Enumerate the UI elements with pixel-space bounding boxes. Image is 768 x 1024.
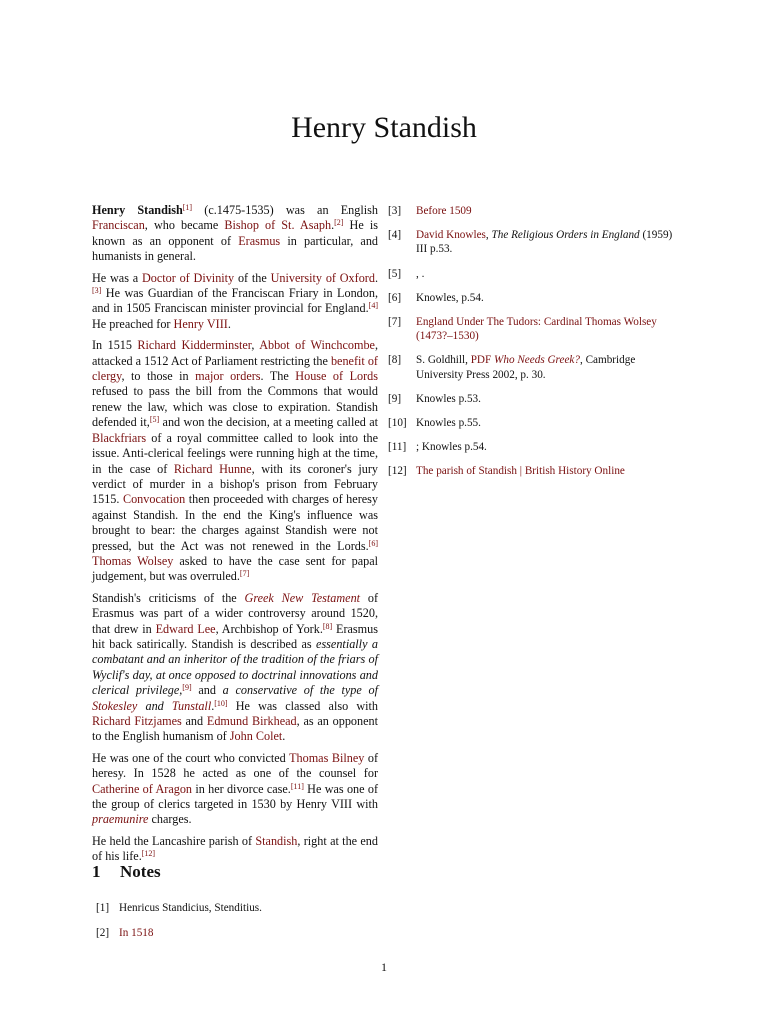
reference-item (388, 464, 678, 478)
link-erasmus[interactable]: Erasmus (238, 233, 281, 248)
link-convocation[interactable]: Convocation (122, 492, 186, 507)
paragraph-bilney: He was one of the court who convicted Thomas Bilney of heresy. In 1528 he acted as one of the counsel for Catherine of Aragon in her divorce case.[11] He was one of the group of clerics targeted in 1530 by Henry VIII with praemunire charges. (92, 750, 379, 827)
references-list (388, 204, 678, 489)
citation-11[interactable]: [11] (290, 781, 304, 791)
reference-number: [8] (388, 354, 402, 367)
note-number: [2] (96, 927, 110, 939)
link-doctor-of-divinity[interactable]: Doctor of Divinity (141, 270, 235, 285)
citation-8[interactable]: [8] (322, 621, 333, 631)
link-house-of-lords[interactable]: House of Lords (295, 369, 379, 384)
paragraph-1515: In 1515 Richard Kidderminster, Abbot of Winchcombe, attacked a 1512 Act of Parliament restricting the benefit of clergy, to those in major orders. The House of Lords refused to pass the bill from the Commons that would renew the law, which was close to expiration. Standish defended it,[5] and won the decision, at a meeting called at Blackfriars of a royal committee called to look into the issue. Anti-clerical feelings were running high at the time, in the case of Richard Hunne, with its coroner's jury verdict of murder in a bishop's prison from February 1515. Convocation then proceeded with charges of heresy against Standish. In the end the King's influence was brought to bear: the charges against Standish were not pressed, but the Act was not renewed in the Lords.[6] Thomas Wolsey asked to have the case sent for papal judgement, but was overruled.[7] (92, 338, 379, 584)
link-franciscan[interactable]: Franciscan (92, 218, 145, 233)
reference-link[interactable]: England Under The Tudors: Cardinal Thomas Wolsey (1473?–1530) (416, 316, 657, 343)
page-number: 1 (381, 960, 387, 974)
reference-item (388, 315, 678, 343)
book-title: The Religious Orders in England (491, 229, 640, 242)
quote-conservative: a conservative of the type of (222, 683, 378, 698)
link-bishop-st-asaph[interactable]: Bishop of St. Asaph (224, 218, 332, 233)
paragraph-career: He was a Doctor of Divinity of the University of Oxford.[3] He was Guardian of the Franciscan Friary in London, and in 1505 Franciscan minister provincial for England.[4] He preached for Henry VIII. (92, 270, 379, 331)
link-catherine-of-aragon[interactable]: Catherine of Aragon (92, 781, 193, 796)
paragraph-lancashire: He held the Lancashire parish of Standish, right at the end of his life.[12] (92, 833, 378, 864)
reference-text: , . (416, 267, 425, 280)
link-thomas-bilney[interactable]: Thomas Bilney (289, 750, 365, 765)
link-university-of-oxford[interactable]: University of Oxford (270, 270, 375, 285)
link-henry-viii[interactable]: Henry VIII (173, 316, 228, 331)
reference-item (388, 204, 678, 218)
reference-item: [4] David Knowles, The Religious Orders in England (1959) III p.53. (388, 229, 673, 256)
article-body (92, 203, 378, 871)
link-john-colet[interactable]: John Colet (229, 729, 283, 744)
link-major-orders[interactable]: major orders (195, 369, 261, 384)
citation-12[interactable]: [12] (141, 849, 156, 859)
link-stokesley[interactable]: Stokesley (92, 698, 138, 713)
section-number: 1 (92, 862, 101, 881)
reference-item (388, 392, 678, 406)
reference-number: [7] (388, 316, 402, 329)
citation-5[interactable]: [5] (149, 415, 160, 425)
citation-2[interactable]: [2] (334, 218, 344, 228)
citation-10[interactable]: [10] (214, 698, 228, 708)
section-heading-notes (92, 861, 161, 883)
pdf-link[interactable]: PDF (470, 354, 492, 367)
reference-item (388, 267, 678, 281)
link-edward-lee[interactable]: Edward Lee (155, 621, 216, 636)
section-title: Notes (120, 862, 161, 881)
reference-number: [4] (388, 229, 402, 242)
paragraph-intro: Henry Standish[1] (c.1475-1535) was an English Franciscan, who became Bishop of St. Asaph.[2] He is known as an opponent of Erasmus in particular, and humanists in general. (92, 203, 379, 264)
reference-item (388, 416, 678, 430)
link-standish-parish[interactable]: Standish (255, 833, 298, 848)
reference-link[interactable]: David Knowles (416, 229, 486, 242)
note-item (96, 901, 376, 915)
reference-text: ; Knowles p.54. (416, 441, 487, 454)
citation-1[interactable]: [1] (182, 203, 193, 212)
reference-text: Knowles, p.54. (416, 291, 484, 304)
reference-number: [9] (388, 392, 402, 405)
link-thomas-wolsey[interactable]: Thomas Wolsey (92, 553, 174, 568)
reference-number: [5] (388, 267, 402, 280)
link-richard-fitzjames[interactable]: Richard Fitzjames (92, 714, 182, 728)
notes-list (96, 901, 376, 951)
reference-link[interactable]: The parish of Standish | British History Online (416, 465, 625, 478)
citation-4[interactable]: [4] (368, 301, 378, 311)
article-subject: Henry Standish (92, 203, 183, 217)
reference-number: [3] (388, 205, 402, 217)
link-edmund-birkhead[interactable]: Edmund Birkhead (206, 714, 297, 728)
link-tunstall[interactable]: Tunstall (171, 698, 212, 713)
link-blackfriars[interactable]: Blackfriars (92, 430, 147, 445)
note-item (96, 926, 376, 940)
link-greek-new-testament[interactable]: Greek New Testament (244, 590, 361, 605)
citation-9[interactable]: [9] (182, 683, 192, 693)
link-abbot-of-winchcombe[interactable]: Abbot of Winchcombe (259, 338, 375, 353)
citation-6[interactable]: [6] (368, 538, 378, 548)
link-richard-kidderminster[interactable]: Richard Kidderminster (137, 338, 252, 353)
link-richard-hunne[interactable]: Richard Hunne (173, 461, 252, 476)
reference-link[interactable]: Before 1509 (416, 205, 472, 217)
citation-7[interactable]: [7] (239, 569, 250, 579)
note-number: [1] (96, 902, 110, 914)
reference-item (388, 440, 678, 454)
link-benefit-of-clergy[interactable]: benefit of clergy (92, 353, 378, 384)
reference-number: [12] (388, 465, 407, 478)
page-title: Henry Standish (291, 111, 477, 144)
reference-item (388, 291, 678, 305)
reference-text: Knowles p.55. (416, 417, 481, 430)
citation-3[interactable]: [3] (92, 286, 102, 296)
reference-number: [6] (388, 291, 402, 304)
reference-link[interactable]: Who Needs Greek? (494, 354, 580, 367)
reference-number: [10] (388, 417, 407, 430)
link-praemunire[interactable]: praemunire (92, 812, 149, 827)
quote-combatant: essentially a combatant and an inheritor of the tradition of the friars of Wyclif's day, at once opposed to doctrinal innovations and clerical privilege (92, 636, 378, 698)
paragraph-erasmus-controversy: Standish's criticisms of the Greek New Testament of Erasmus was part of a wider controversy around 1520, that drew in Edward Lee, Archbishop of York.[8] Erasmus hit back satirically. Standish is described as essentially a combatant and an inheritor of the tradition of the friars of Wyclif's day, at once opposed to doctrinal innovations and clerical privilege,[9] and a conservative of the type of Stokesley and Tunstall.[10] He was classed also with Richard Fitzjames and Edmund Birkhead, as an opponent to the English humanism of John Colet. (92, 590, 379, 744)
reference-item: [8] S. Goldhill, PDF Who Needs Greek?, Cambridge University Press 2002, p. 30. (388, 354, 636, 381)
note-link[interactable]: In 1518 (119, 927, 154, 939)
reference-text: Knowles p.53. (416, 392, 481, 405)
reference-number: [11] (388, 441, 407, 454)
note-text: Henricus Standicius, Stenditius. (119, 902, 262, 914)
